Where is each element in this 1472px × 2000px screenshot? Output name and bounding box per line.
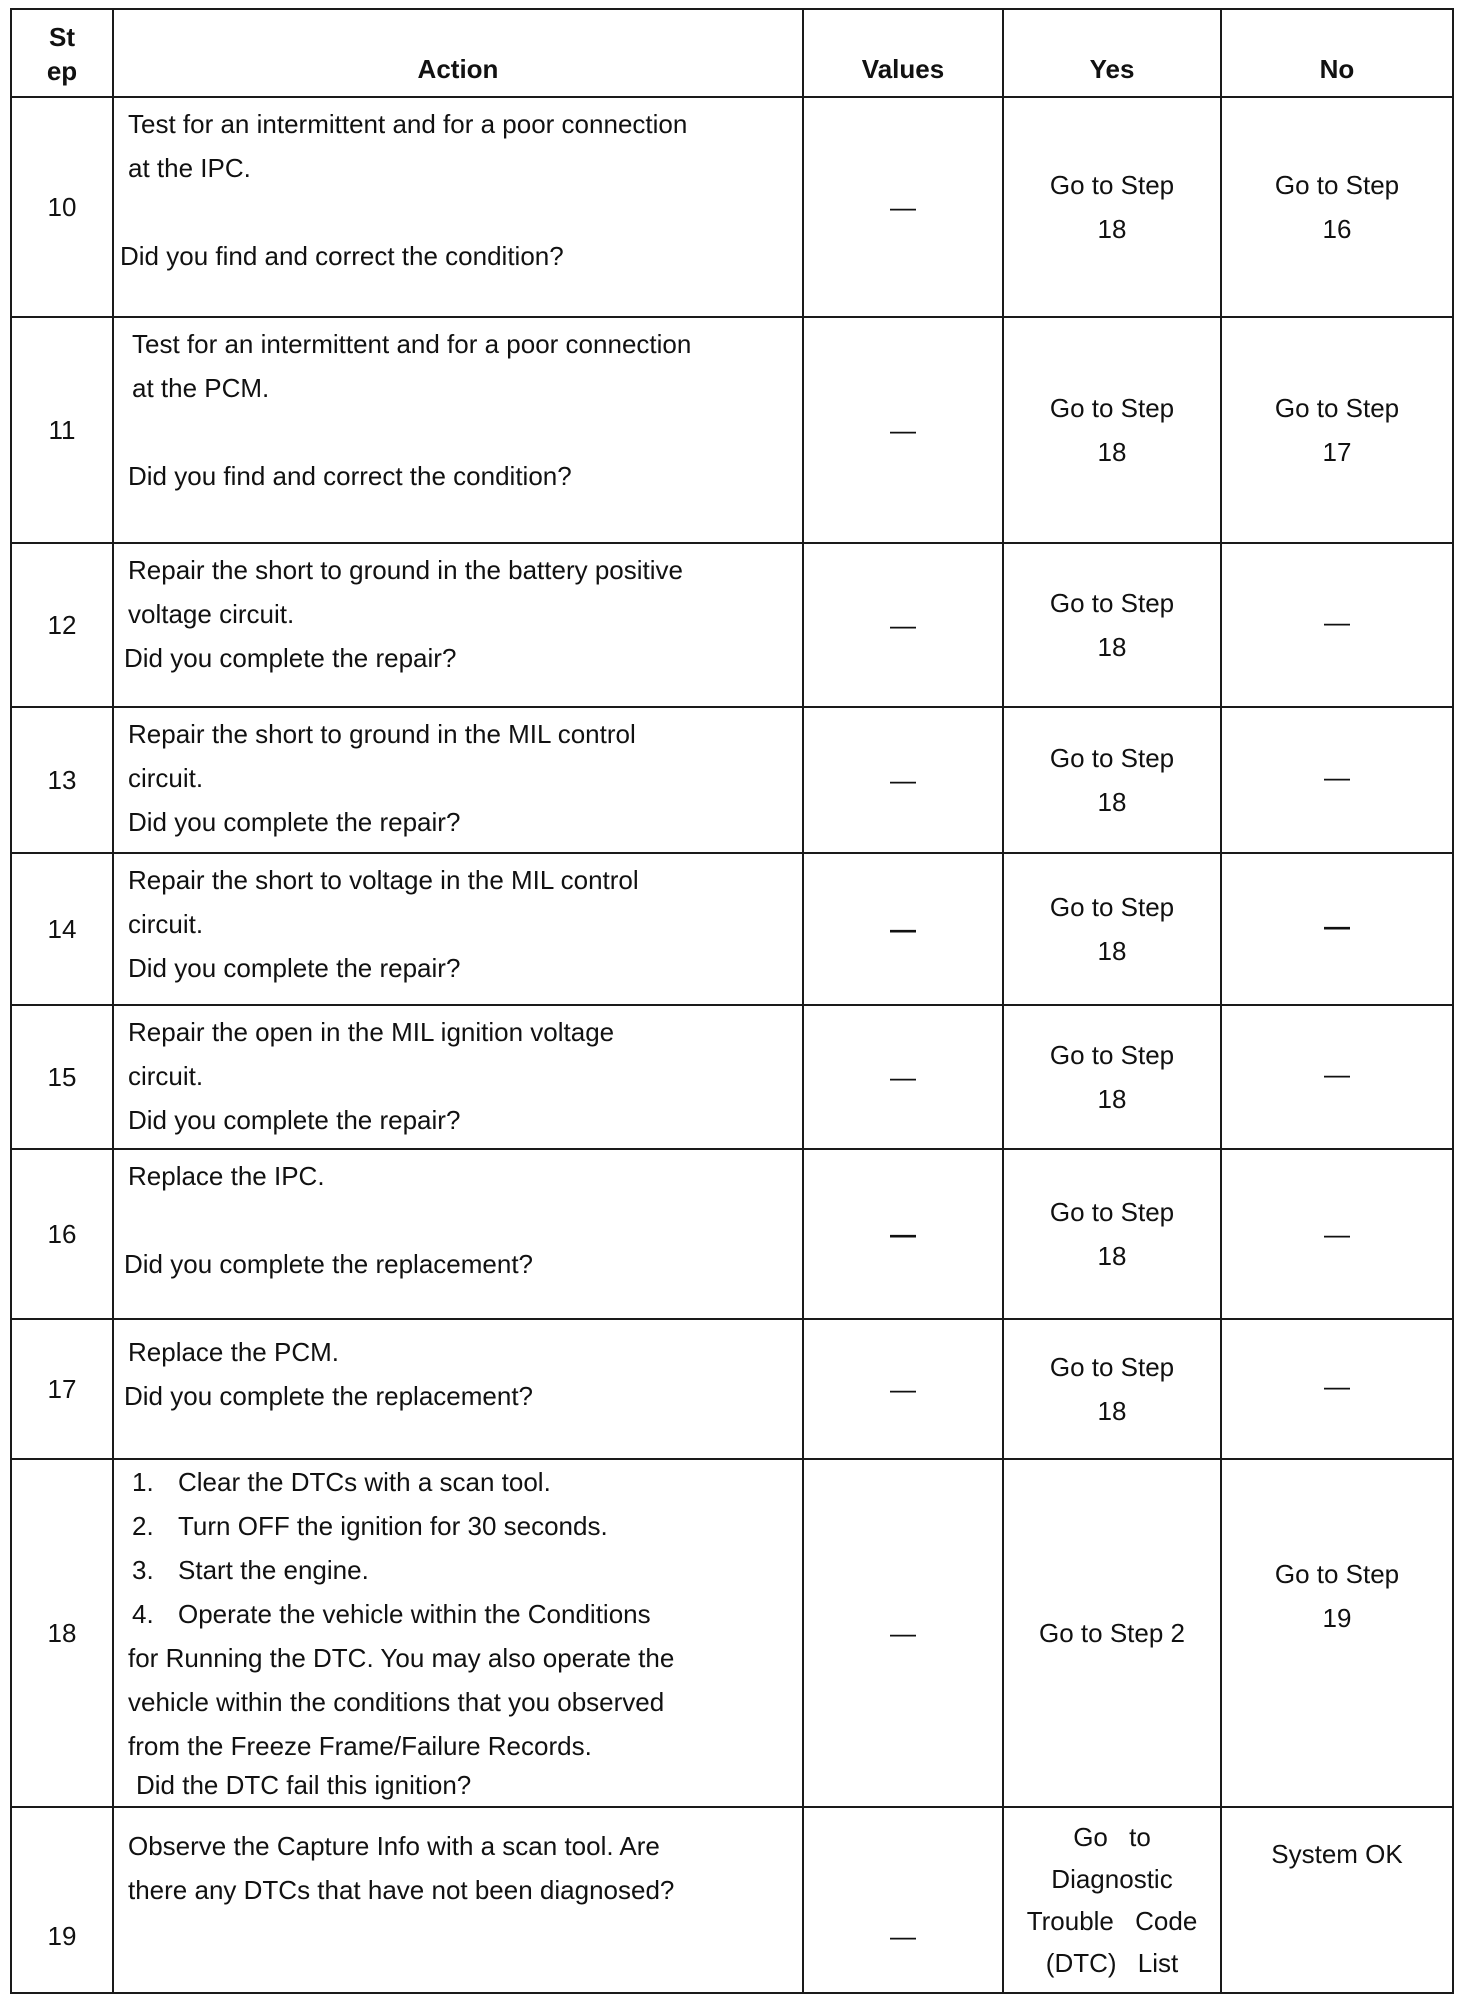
values-cell: —: [803, 1319, 1003, 1459]
action-text: Test for an intermittent and for a poor connection: [128, 109, 688, 139]
yes-cell: Go to Step 18: [1003, 97, 1221, 317]
step-number: 17: [11, 1319, 113, 1459]
action-cell: [113, 1319, 803, 1459]
header-no: No: [1221, 9, 1453, 97]
action-text: Test for an intermittent and for a poor connection: [132, 329, 692, 359]
action-text: Repair the open in the MIL ignition voltage: [128, 1017, 615, 1047]
yes-cell: Go to Step 18: [1003, 1005, 1221, 1149]
action-question: Did you find and correct the condition?: [128, 461, 572, 491]
list-item: 1. Clear the DTCs with a scan tool.: [132, 1467, 551, 1497]
step-number: 10: [11, 97, 113, 317]
action-cell: [113, 707, 803, 853]
values-cell: —: [803, 707, 1003, 853]
no-cell: —: [1221, 543, 1453, 707]
action-text: circuit.: [128, 909, 204, 939]
action-text: Repair the short to ground in the battery positive: [128, 555, 683, 585]
table-row: [11, 1149, 1453, 1319]
values-cell: —: [803, 1149, 1003, 1319]
header-action: Action: [113, 9, 803, 97]
yes-cell: Go to Step 18: [1003, 543, 1221, 707]
no-cell: —: [1221, 1005, 1453, 1149]
list-item: 4. Operate the vehicle within the Conditions: [132, 1599, 651, 1629]
action-text: Replace the PCM.: [128, 1337, 339, 1367]
action-question: Did you complete the repair?: [128, 807, 461, 837]
yes-cell: Go to Diagnostic Trouble Code (DTC) List: [1003, 1807, 1221, 1993]
no-cell: —: [1221, 707, 1453, 853]
action-cell: [113, 543, 803, 707]
step-number: 12: [11, 543, 113, 707]
values-cell: —: [803, 853, 1003, 1005]
table-row: [11, 707, 1453, 853]
values-cell: —: [803, 1807, 1003, 1993]
action-cell: [113, 97, 803, 317]
no-cell: Go to Step 19: [1221, 1459, 1453, 1807]
yes-cell: Go to Step 18: [1003, 707, 1221, 853]
no-cell: System OK: [1221, 1807, 1453, 1993]
action-text: circuit.: [128, 1061, 204, 1091]
action-text: for Running the DTC. You may also operate the vehicle within the conditions that you observed from the Freeze Frame/Failure Records.: [128, 1643, 675, 1761]
table-row: [11, 1459, 1453, 1807]
procedure-list: [128, 1460, 788, 1636]
action-question: Did you find and correct the condition?: [120, 241, 564, 271]
action-question: Did you complete the replacement?: [124, 1381, 534, 1411]
action-text: Repair the short to ground in the MIL control: [128, 719, 636, 749]
step-number: 18: [11, 1459, 113, 1807]
step-number: 14: [11, 853, 113, 1005]
action-question: Did you complete the repair?: [128, 1105, 461, 1135]
action-text: Observe the Capture Info with a scan tool. Are there any DTCs that have not been diagnosed?: [128, 1831, 675, 1905]
diagnostic-table: [10, 8, 1454, 1994]
step-number: 16: [11, 1149, 113, 1319]
action-cell: [113, 317, 803, 543]
table-row: [11, 1005, 1453, 1149]
list-item: 2. Turn OFF the ignition for 30 seconds.: [132, 1511, 608, 1541]
action-cell: [113, 1149, 803, 1319]
step-number: 13: [11, 707, 113, 853]
action-cell: [113, 1807, 803, 1993]
action-text: at the PCM.: [132, 373, 270, 403]
action-cell: [113, 853, 803, 1005]
table-row: [11, 1319, 1453, 1459]
values-cell: —: [803, 1459, 1003, 1807]
table-row: [11, 543, 1453, 707]
no-cell: —: [1221, 853, 1453, 1005]
no-cell: Go to Step 16: [1221, 97, 1453, 317]
header-row: [11, 9, 1453, 97]
yes-cell: Go to Step 18: [1003, 1319, 1221, 1459]
values-cell: —: [803, 1005, 1003, 1149]
values-cell: —: [803, 317, 1003, 543]
action-text: Repair the short to voltage in the MIL control: [128, 865, 639, 895]
yes-cell: Go to Step 2: [1003, 1459, 1221, 1807]
header-yes: Yes: [1003, 9, 1221, 97]
action-text: Replace the IPC.: [128, 1161, 325, 1191]
action-text: circuit.: [128, 763, 204, 793]
no-cell: —: [1221, 1149, 1453, 1319]
no-cell: Go to Step 17: [1221, 317, 1453, 543]
action-question: Did the DTC fail this ignition?: [136, 1770, 472, 1800]
action-question: Did you complete the repair?: [124, 643, 457, 673]
table-row: [11, 317, 1453, 543]
action-cell: [113, 1459, 803, 1807]
header-step: St ep: [11, 9, 113, 97]
list-item: 3. Start the engine.: [132, 1555, 369, 1585]
action-text: at the IPC.: [128, 153, 251, 183]
table-row: [11, 97, 1453, 317]
yes-cell: Go to Step 18: [1003, 853, 1221, 1005]
values-cell: —: [803, 543, 1003, 707]
table-row: [11, 1807, 1453, 1993]
values-cell: —: [803, 97, 1003, 317]
table-row: [11, 853, 1453, 1005]
action-text: voltage circuit.: [128, 599, 295, 629]
no-cell: —: [1221, 1319, 1453, 1459]
step-number: 19: [11, 1807, 113, 1993]
yes-cell: Go to Step 18: [1003, 1149, 1221, 1319]
action-question: Did you complete the repair?: [128, 953, 461, 983]
action-question: Did you complete the replacement?: [124, 1249, 534, 1279]
step-number: 11: [11, 317, 113, 543]
yes-cell: Go to Step 18: [1003, 317, 1221, 543]
action-cell: [113, 1005, 803, 1149]
header-values: Values: [803, 9, 1003, 97]
step-number: 15: [11, 1005, 113, 1149]
